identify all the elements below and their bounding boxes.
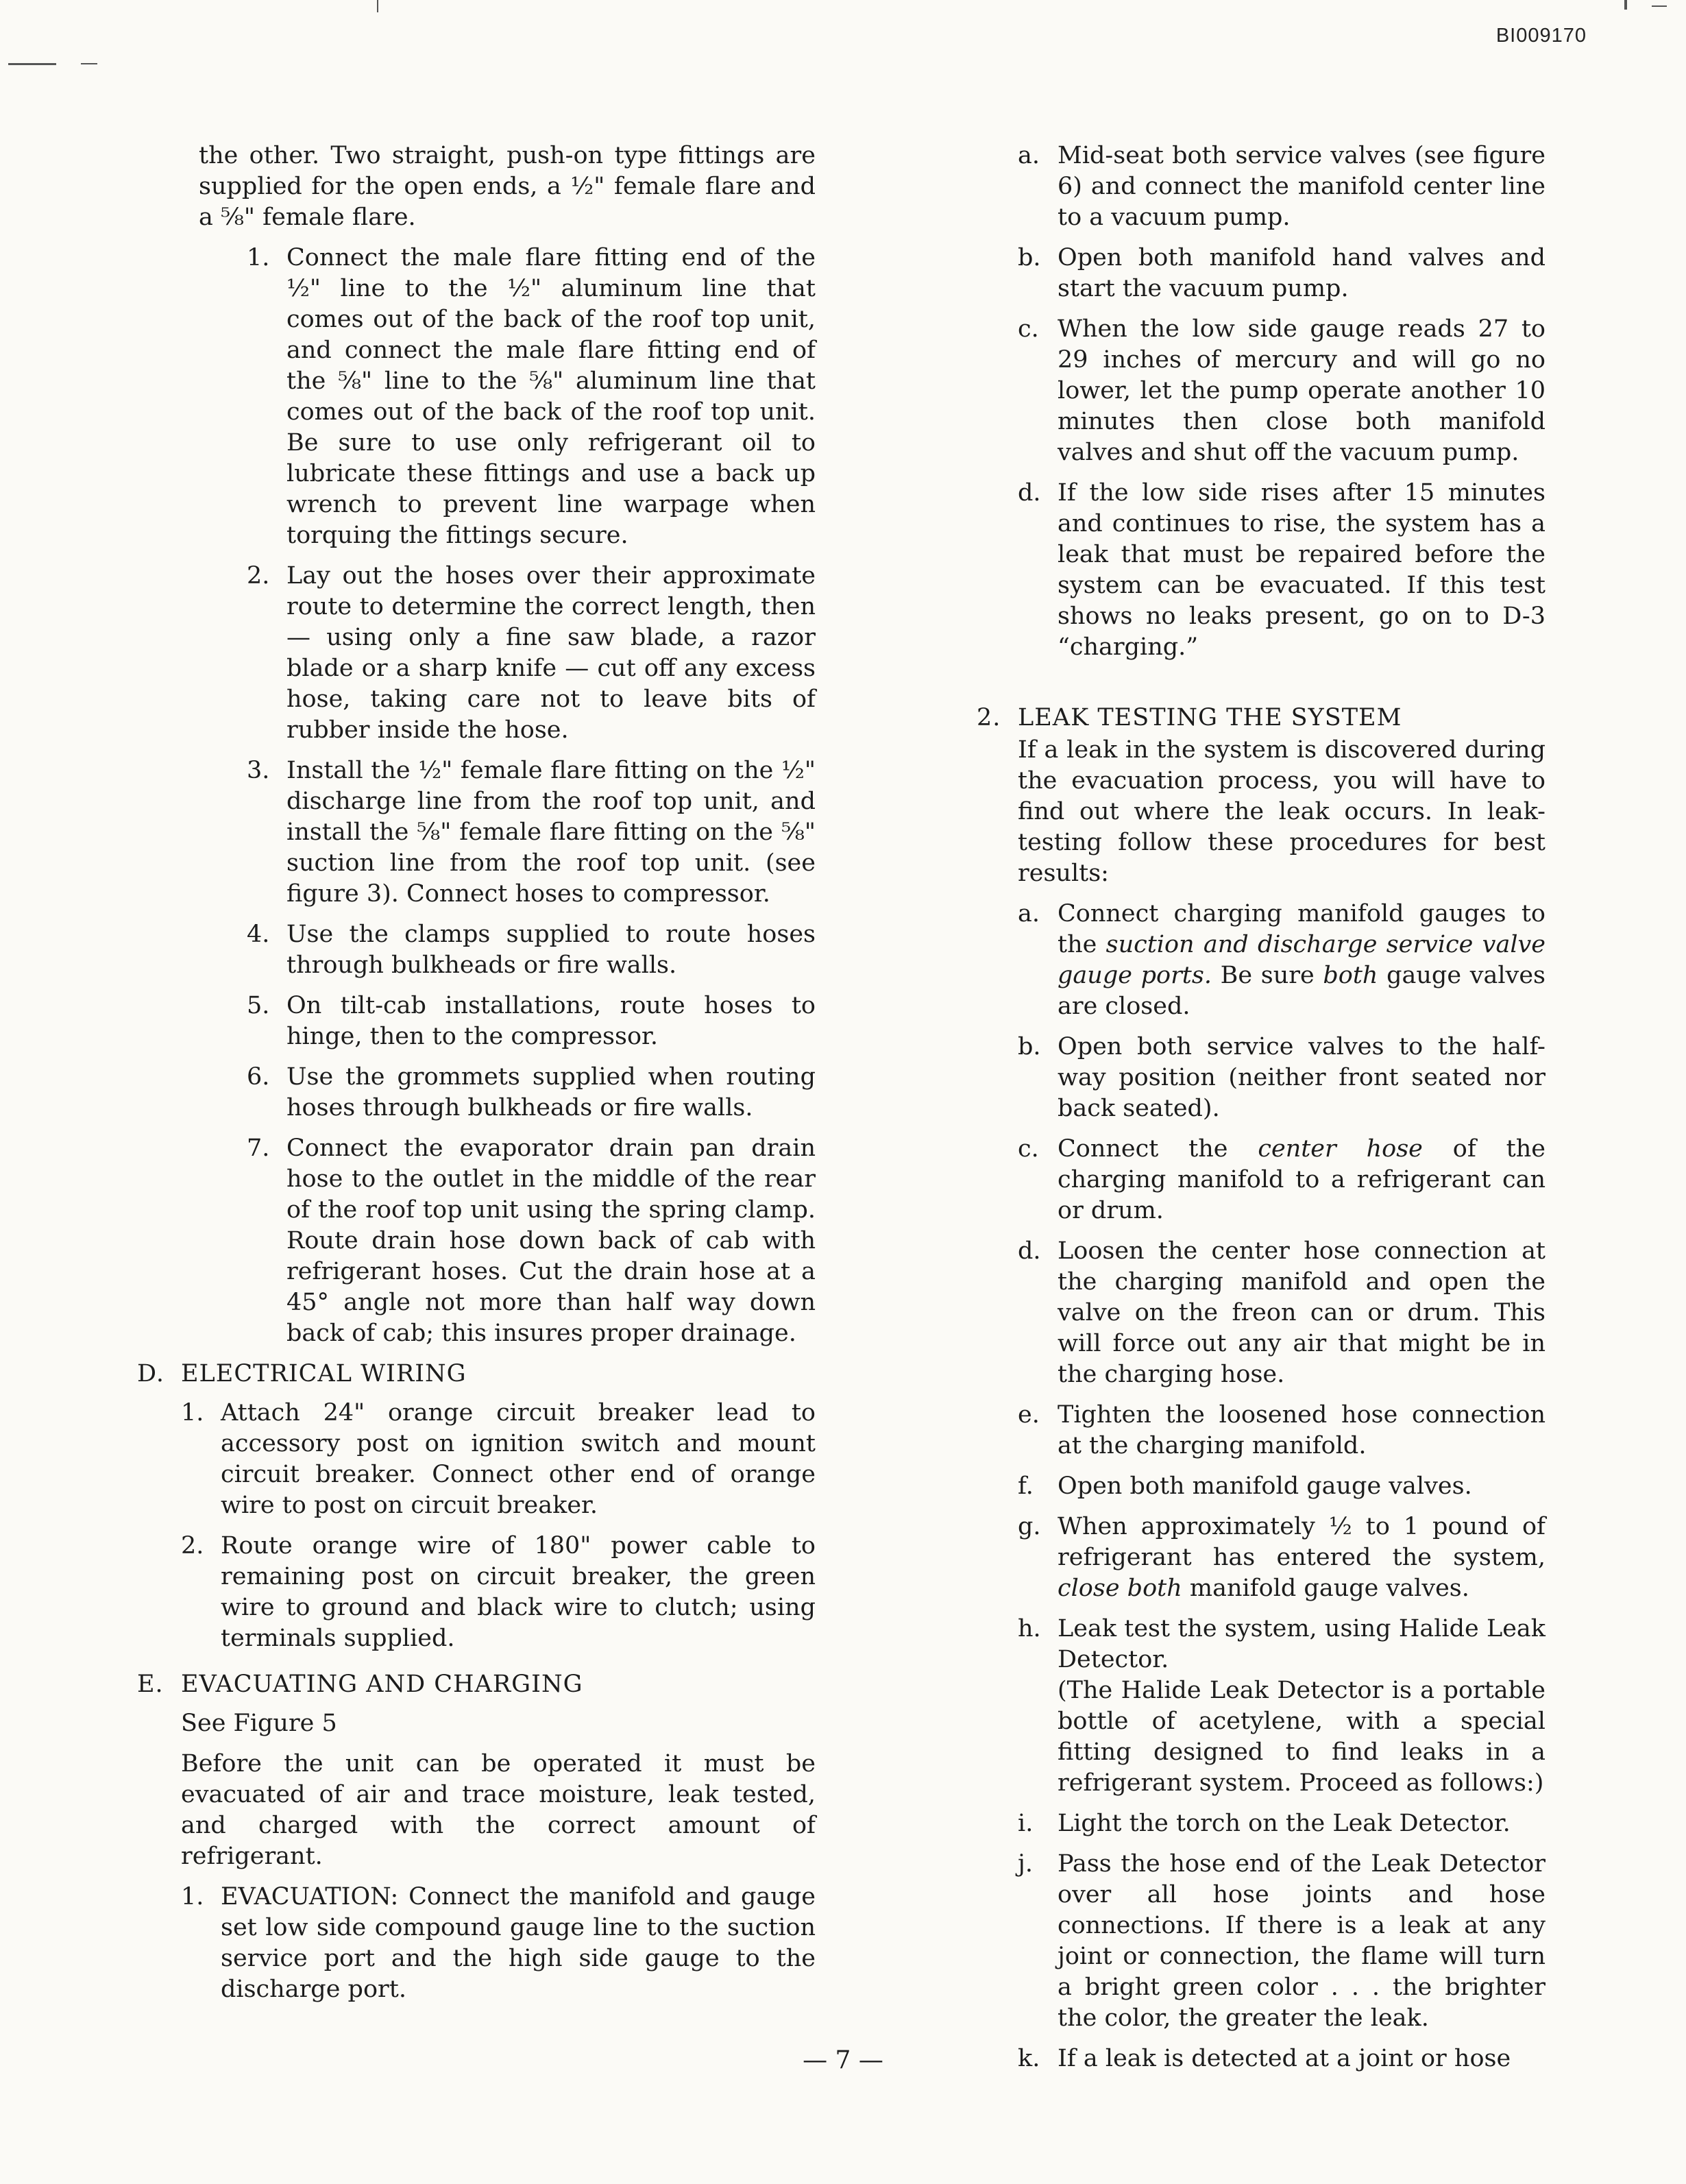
step-text: Install the ½" female flare fitting on the ½" discharge line from the roof top unit, and install the ⅝" female flare fitting on the ⅝" suction line from the roof top unit. (see figure 3). Connect hoses to compressor. <box>286 757 816 908</box>
step-number: 1. <box>247 244 270 271</box>
scan-mark <box>81 63 97 64</box>
list-item <box>247 919 816 981</box>
list-item <box>181 1531 816 1654</box>
section-title: LEAK TESTING THE SYSTEM <box>1018 704 1402 731</box>
step-letter: g. <box>1018 1513 1041 1540</box>
section-letter: E. <box>137 1671 164 1698</box>
section-number: 2. <box>977 704 1001 731</box>
step-number: 1. <box>181 1883 204 1910</box>
section-d <box>137 1359 816 2005</box>
section-body: If a leak in the system is discovered during the evacuation process, you will have to find out where the leak occurs. In leak-testing follow these procedures for best results: <box>1018 736 1546 887</box>
step-number: 2. <box>247 562 270 590</box>
step-text: Attach 24" orange circuit breaker lead to accessory post on ignition switch and mount circuit breaker. Connect other end of orange wire to post on circuit breaker. <box>221 1399 816 1519</box>
step-text: Use the clamps supplied to route hoses through bulkheads or fire walls. <box>286 921 816 979</box>
list-item <box>247 561 816 746</box>
wiring-steps <box>181 1398 816 1654</box>
step-letter: d. <box>1018 479 1041 507</box>
install-steps <box>247 243 816 1349</box>
step-letter: k. <box>1018 2045 1040 2072</box>
list-item <box>1018 1849 1546 2034</box>
step-text: If the low side rises after 15 minutes and continues to rise, the system has a leak that must be repaired before the system can be evacuated. If this test shows no leaks present, go on to D-3 “charging.” <box>1058 479 1546 661</box>
step-text: When the low side gauge reads 27 to 29 inches of mercury and will go no lower, let the pump operate another 10 minutes then close both manifold valves and shut off the vacuum pump. <box>1058 315 1546 466</box>
scan-mark <box>1624 0 1627 10</box>
intro-paragraph: the other. Two straight, push-on type fittings are supplied for the open ends, a ½" female flare and a ⅝" female flare. <box>199 142 816 231</box>
step-letter: c. <box>1018 315 1039 343</box>
step-text: Leak test the system, using Halide Leak Detector. (The Halide Leak Detector is a portable bottle of acetylene, with a special fitting designed to find leaks in a refrigerant system. Proceed as follows:) <box>1058 1615 1546 1797</box>
step-number: 2. <box>181 1532 204 1560</box>
list-item <box>181 1398 816 1521</box>
list-item <box>1018 899 1546 1022</box>
step-text: Route orange wire of 180" power cable to remaining post on circuit breaker, the green wire to ground and black wire to clutch; using terminals supplied. <box>221 1532 816 1652</box>
section-letter: D. <box>137 1360 164 1387</box>
step-text: Loosen the center hose connection at the charging manifold and open the valve on the freon can or drum. This will force out any air that might be in the charging hose. <box>1058 1237 1546 1388</box>
document-id: BI009170 <box>1495 25 1587 47</box>
list-item <box>247 1133 816 1349</box>
step-number: 6. <box>247 1063 270 1091</box>
list-item <box>1018 478 1546 663</box>
list-item <box>247 243 816 551</box>
scan-mark <box>377 0 378 12</box>
figure-reference: See Figure 5 <box>181 1710 337 1737</box>
step-text: Open both service valves to the half-way position (neither front seated nor back seated). <box>1058 1033 1546 1122</box>
step-text: On tilt-cab installations, route hoses to hinge, then to the compressor. <box>286 992 816 1050</box>
section-heading <box>137 1669 816 1700</box>
list-item <box>1018 1400 1546 1461</box>
right-column <box>977 141 1546 2084</box>
list-item <box>1018 1808 1546 1839</box>
step-text: Connect the male flare fitting end of the ½" line to the ½" aluminum line that comes out of the back of the roof top unit, and connect the male flare fitting end of the ⅝" line to the ⅝" aluminum line that comes out of the back of the roof top unit. Be sure to use only refrigerant oil to lubricate these fittings and use a back up wrench to prevent line warpage when torquing the fittings secure. <box>286 244 816 549</box>
step-letter: d. <box>1018 1237 1041 1265</box>
left-column <box>137 141 816 2015</box>
section-body: Before the unit can be operated it must be evacuated of air and trace moisture, leak tested, and charged with the correct amount of refrigerant. <box>181 1750 816 1870</box>
step-number: 5. <box>247 992 270 1019</box>
section-title: EVACUATING AND CHARGING <box>181 1671 583 1698</box>
step-text: Connect the center hose of the charging manifold to a refrigerant can or drum. <box>1058 1135 1546 1224</box>
step-letter: a. <box>1018 900 1040 927</box>
list-item <box>1018 1471 1546 1502</box>
step-text: Mid-seat both service valves (see figure 6) and connect the manifold center line to a vacuum pump. <box>1058 142 1546 231</box>
step-number: 1. <box>181 1399 204 1427</box>
list-item <box>247 755 816 910</box>
section-heading <box>137 1359 816 1390</box>
step-text: EVACUATION: Connect the manifold and gauge set low side compound gauge line to the suction service port and the high side gauge to the discharge port. <box>221 1883 816 2003</box>
step-text: Connect the evaporator drain pan drain hose to the outlet in the middle of the rear of the roof top unit using the spring clamp. Route drain hose down back of cab with refrigerant hoses. Cut the drain hose at a 45° angle not more than half way down back of cab; this insures proper drainage. <box>286 1135 816 1347</box>
step-letter: a. <box>1018 142 1040 169</box>
page-number: — 7 — <box>803 2046 883 2074</box>
list-item <box>181 1882 816 2005</box>
scan-mark <box>1652 5 1667 7</box>
step-number: 4. <box>247 921 270 948</box>
step-letter: h. <box>1018 1615 1041 1642</box>
list-item <box>1018 1032 1546 1124</box>
list-item <box>247 991 816 1052</box>
step-text: Pass the hose end of the Leak Detector over all hose joints and hose connections. If there is a leak at any joint or connection, the flame will turn a bright green color . . . the brighter the color, the greater the leak. <box>1058 1850 1546 2032</box>
step-text: Open both manifold gauge valves. <box>1058 1472 1472 1500</box>
evacuation-step <box>181 1882 816 2005</box>
step-letter: b. <box>1018 244 1041 271</box>
leak-test-steps <box>1018 899 1546 2074</box>
step-text: Light the torch on the Leak Detector. <box>1058 1810 1511 1837</box>
step-text: Tighten the loosened hose connection at the charging manifold. <box>1058 1401 1546 1459</box>
list-item <box>1018 314 1546 468</box>
step-letter: e. <box>1018 1401 1040 1429</box>
step-letter: f. <box>1018 1472 1034 1500</box>
step-text: Connect charging manifold gauges to the suction and discharge service valve gauge ports. Be sure both gauge valves are closed. <box>1058 900 1546 1020</box>
list-item <box>1018 1512 1546 1604</box>
list-item <box>1018 1236 1546 1390</box>
step-letter: c. <box>1018 1135 1039 1163</box>
section-title: ELECTRICAL WIRING <box>181 1360 467 1387</box>
step-text: When approximately ½ to 1 pound of refrigerant has entered the system, close both manifold gauge valves. <box>1058 1513 1546 1602</box>
section-heading <box>977 703 1546 733</box>
list-item <box>1018 1614 1546 1799</box>
step-letter: j. <box>1018 1850 1033 1878</box>
step-letter: i. <box>1018 1810 1034 1837</box>
step-text: Lay out the hoses over their approximate route to determine the correct length, then — using only a fine saw blade, a razor blade or a sharp knife — cut off any excess hose, taking care not to leave bits of rubber inside the hose. <box>286 562 816 744</box>
step-text: Use the grommets supplied when routing hoses through bulkheads or fire walls. <box>286 1063 816 1121</box>
list-item <box>1018 141 1546 233</box>
list-item <box>1018 243 1546 304</box>
list-item <box>247 1062 816 1124</box>
step-text: Open both manifold hand valves and start the vacuum pump. <box>1058 244 1546 302</box>
step-number: 3. <box>247 757 270 784</box>
step-letter: b. <box>1018 1033 1041 1060</box>
evacuation-substeps <box>1018 141 1546 663</box>
scan-mark <box>8 63 56 65</box>
step-text: If a leak is detected at a joint or hose <box>1058 2045 1511 2072</box>
step-number: 7. <box>247 1135 270 1162</box>
step-note: (The Halide Leak Detector is a portable bottle of acetylene, with a special fitting designed to find leaks in a refrigerant system. Proceed as follows:) <box>1058 1677 1546 1797</box>
list-item <box>1018 1134 1546 1226</box>
